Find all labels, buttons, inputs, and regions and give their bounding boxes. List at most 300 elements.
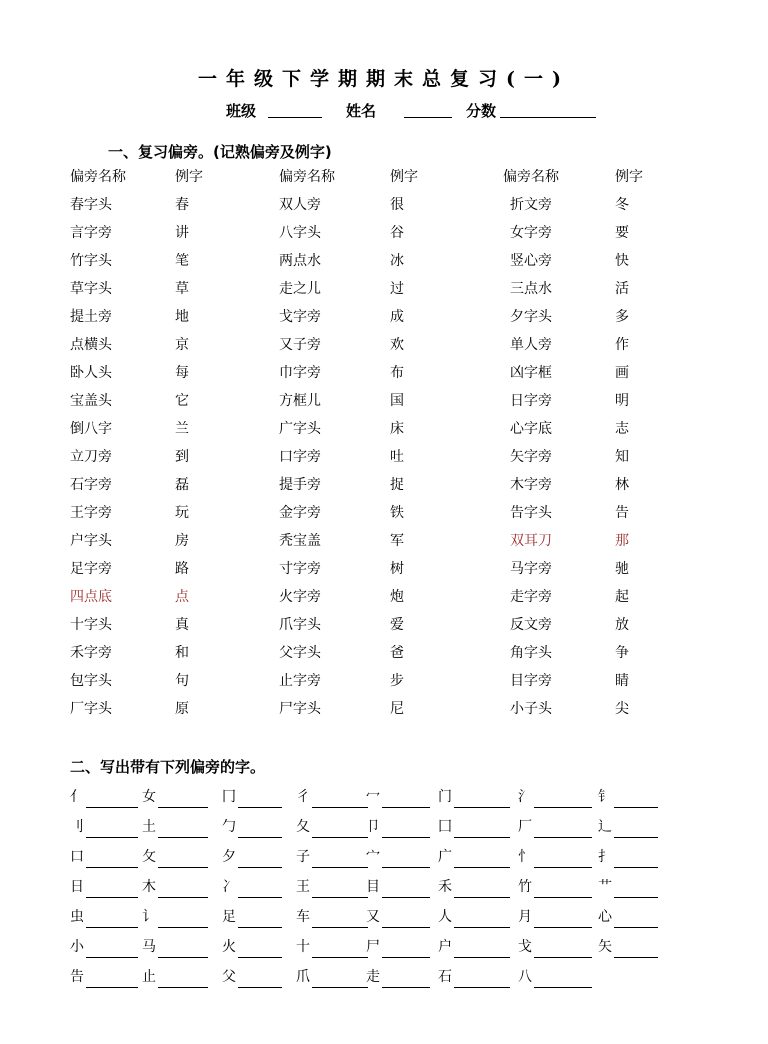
radical-char: 心 — [598, 909, 612, 925]
example-char: 树 — [390, 561, 404, 577]
name-label: 姓名 — [346, 102, 377, 120]
radical-name: 折文旁 — [510, 197, 552, 213]
radical-name: 广字头 — [279, 421, 321, 437]
example-char: 尼 — [390, 701, 404, 717]
radical-name: 反文旁 — [510, 617, 552, 633]
answer-blank[interactable] — [454, 943, 510, 958]
exercise-item — [142, 876, 208, 898]
radical-name: 尸字头 — [279, 701, 321, 717]
radical-name: 走之儿 — [279, 281, 321, 297]
answer-blank[interactable] — [86, 913, 138, 928]
exercise-item — [518, 846, 592, 868]
radical-name: 言字旁 — [70, 225, 112, 241]
table-row — [0, 306, 768, 334]
radical-char: 戈 — [518, 939, 532, 955]
radical-name: 又子旁 — [279, 337, 321, 353]
example-char: 欢 — [390, 337, 404, 353]
radical-name: 卧人头 — [70, 365, 112, 381]
radical-name: 戈字旁 — [279, 309, 321, 325]
radical-name: 竖心旁 — [510, 253, 552, 269]
answer-blank[interactable] — [312, 943, 368, 958]
example-char: 活 — [615, 281, 629, 297]
exercise-item — [222, 966, 282, 988]
exercise-item — [296, 786, 368, 808]
answer-blank[interactable] — [534, 883, 592, 898]
answer-blank[interactable] — [238, 823, 282, 838]
example-char: 起 — [615, 589, 629, 605]
radical-char: 囗 — [438, 819, 452, 835]
exercise-row — [0, 906, 768, 936]
example-char: 床 — [390, 421, 404, 437]
exercise-item — [222, 906, 282, 928]
answer-blank[interactable] — [614, 913, 658, 928]
answer-blank[interactable] — [238, 883, 282, 898]
exercise-row — [0, 876, 768, 906]
name-blank[interactable] — [404, 117, 452, 118]
example-char: 驰 — [615, 561, 629, 577]
table-row — [0, 222, 768, 250]
radical-char: 冂 — [222, 789, 236, 805]
exercise-item — [598, 936, 658, 958]
radical-char: 石 — [438, 969, 452, 985]
radical-char: 彳 — [296, 789, 310, 805]
radical-name: 马字旁 — [510, 561, 552, 577]
answer-blank[interactable] — [158, 943, 208, 958]
answer-blank[interactable] — [382, 883, 430, 898]
radical-name: 角字头 — [510, 645, 552, 661]
table-row — [0, 558, 768, 586]
exercise-item — [366, 846, 430, 868]
exercise-item — [70, 786, 138, 808]
exercise-item — [142, 966, 208, 988]
example-char: 睛 — [615, 673, 629, 689]
radical-char: 艹 — [598, 879, 612, 895]
student-info-line — [0, 100, 768, 122]
radical-name: 矢字旁 — [510, 449, 552, 465]
radical-char: 冫 — [222, 879, 236, 895]
table-row — [0, 586, 768, 614]
radical-name: 寸字旁 — [279, 561, 321, 577]
example-char: 每 — [175, 365, 189, 381]
table-row — [0, 390, 768, 418]
example-char: 和 — [175, 645, 189, 661]
answer-blank[interactable] — [158, 883, 208, 898]
answer-blank[interactable] — [312, 883, 368, 898]
example-char: 点 — [175, 589, 189, 605]
answer-blank[interactable] — [614, 883, 658, 898]
example-char: 知 — [615, 449, 629, 465]
example-char: 明 — [615, 393, 629, 409]
answer-blank[interactable] — [158, 973, 208, 988]
example-char: 争 — [615, 645, 629, 661]
answer-blank[interactable] — [312, 853, 368, 868]
example-char: 玩 — [175, 505, 189, 521]
example-char: 林 — [615, 477, 629, 493]
answer-blank[interactable] — [312, 913, 368, 928]
radical-char: 门 — [438, 789, 452, 805]
table-row — [0, 362, 768, 390]
exercise-item — [598, 816, 658, 838]
page-title: 一年级下学期期末总复习(一) — [198, 68, 570, 90]
answer-blank[interactable] — [312, 823, 368, 838]
exercise-item — [518, 816, 592, 838]
answer-blank[interactable] — [382, 913, 430, 928]
exercise-item — [70, 846, 138, 868]
radical-name: 两点水 — [279, 253, 321, 269]
answer-blank[interactable] — [86, 883, 138, 898]
example-char: 成 — [390, 309, 404, 325]
answer-blank[interactable] — [614, 793, 658, 808]
radical-char: 王 — [296, 879, 310, 895]
table-row — [0, 502, 768, 530]
radical-char: 勹 — [222, 819, 236, 835]
exercise-row — [0, 816, 768, 846]
radical-name: 日字旁 — [510, 393, 552, 409]
example-char: 吐 — [390, 449, 404, 465]
radical-char: 父 — [222, 969, 236, 985]
radical-name: 金字旁 — [279, 505, 321, 521]
exercise-item — [142, 816, 208, 838]
example-char: 那 — [615, 533, 629, 549]
example-char: 铁 — [390, 505, 404, 521]
exercise-item — [366, 876, 430, 898]
exercise-row — [0, 786, 768, 816]
example-char: 路 — [175, 561, 189, 577]
radical-name: 四点底 — [70, 589, 112, 605]
radical-name: 夕字头 — [510, 309, 552, 325]
example-char: 房 — [175, 533, 189, 549]
example-char: 真 — [175, 617, 189, 633]
radical-name: 双耳刀 — [510, 533, 552, 549]
example-char: 过 — [390, 281, 404, 297]
exercise-item — [438, 966, 510, 988]
radical-char: 刂 — [70, 819, 84, 835]
col-header-example: 例字 — [390, 169, 418, 185]
example-char: 春 — [175, 197, 189, 213]
radical-name: 倒八字 — [70, 421, 112, 437]
col-header-name: 偏旁名称 — [279, 169, 335, 185]
example-char: 爱 — [390, 617, 404, 633]
radical-name: 爪字头 — [279, 617, 321, 633]
answer-blank[interactable] — [86, 853, 138, 868]
table-row — [0, 614, 768, 642]
exercise-item — [366, 816, 430, 838]
table-row — [0, 250, 768, 278]
example-char: 快 — [615, 253, 629, 269]
answer-blank[interactable] — [454, 913, 510, 928]
answer-blank[interactable] — [534, 793, 592, 808]
exercise-item — [438, 906, 510, 928]
exercise-item — [366, 966, 430, 988]
answer-blank[interactable] — [158, 913, 208, 928]
col-header-name: 偏旁名称 — [70, 169, 126, 185]
exercise-item — [296, 966, 368, 988]
exercise-item — [438, 786, 510, 808]
radical-char: 扌 — [598, 849, 612, 865]
exercise-item — [598, 876, 658, 898]
radical-name: 告字头 — [510, 505, 552, 521]
radical-char: 竹 — [518, 879, 532, 895]
answer-blank[interactable] — [312, 973, 368, 988]
answer-blank[interactable] — [534, 913, 592, 928]
exercise-item — [70, 906, 138, 928]
radical-char: 告 — [70, 969, 84, 985]
radical-name: 三点水 — [510, 281, 552, 297]
radical-char: 日 — [70, 879, 84, 895]
radical-char: 禾 — [438, 879, 452, 895]
radical-name: 石字旁 — [70, 477, 112, 493]
radical-char: 讠 — [142, 909, 156, 925]
table-row — [0, 446, 768, 474]
radical-name: 火字旁 — [279, 589, 321, 605]
radical-name: 厂字头 — [70, 701, 112, 717]
example-char: 作 — [615, 337, 629, 353]
exercise-item — [438, 816, 510, 838]
exercise-row — [0, 966, 768, 996]
answer-blank[interactable] — [614, 943, 658, 958]
radical-name: 王字旁 — [70, 505, 112, 521]
example-char: 它 — [175, 393, 189, 409]
example-char: 到 — [175, 449, 189, 465]
table-row — [0, 642, 768, 670]
score-label: 分数 — [466, 102, 497, 120]
radical-name: 草字头 — [70, 281, 112, 297]
radical-table — [0, 166, 768, 726]
radical-char: 宀 — [366, 849, 380, 865]
exercise-item — [222, 786, 282, 808]
radical-name: 秃宝盖 — [279, 533, 321, 549]
radical-name: 单人旁 — [510, 337, 552, 353]
exercise-row — [0, 846, 768, 876]
example-char: 兰 — [175, 421, 189, 437]
example-char: 草 — [175, 281, 189, 297]
answer-blank[interactable] — [614, 853, 658, 868]
exercise-item — [70, 876, 138, 898]
class-label: 班级 — [226, 102, 257, 120]
exercise-item — [598, 846, 658, 868]
radical-char: 土 — [142, 819, 156, 835]
exercise-item — [598, 786, 658, 808]
answer-blank[interactable] — [158, 853, 208, 868]
radical-char: 月 — [518, 909, 532, 925]
radical-char: 人 — [438, 909, 452, 925]
radical-name: 口字旁 — [279, 449, 321, 465]
exercise-item — [518, 876, 592, 898]
radical-name: 止字旁 — [279, 673, 321, 689]
radical-name: 心字底 — [510, 421, 552, 437]
example-char: 布 — [390, 365, 404, 381]
radical-rows — [0, 194, 768, 726]
answer-blank[interactable] — [454, 973, 510, 988]
answer-blank[interactable] — [454, 823, 510, 838]
answer-blank[interactable] — [238, 973, 282, 988]
example-char: 捉 — [390, 477, 404, 493]
exercise-item — [142, 906, 208, 928]
score-blank[interactable] — [500, 117, 596, 118]
answer-blank[interactable] — [86, 973, 138, 988]
answer-blank[interactable] — [238, 793, 282, 808]
answer-blank[interactable] — [382, 823, 430, 838]
radical-name: 小子头 — [510, 701, 552, 717]
example-char: 很 — [390, 197, 404, 213]
example-char: 多 — [615, 309, 629, 325]
exercise-grid — [0, 786, 768, 996]
exercise-item — [518, 906, 592, 928]
radical-char: 虫 — [70, 909, 84, 925]
example-char: 放 — [615, 617, 629, 633]
exercise-item — [222, 846, 282, 868]
radical-char: 夂 — [296, 819, 310, 835]
radical-char: 火 — [222, 939, 236, 955]
answer-blank[interactable] — [454, 853, 510, 868]
radical-name: 目字旁 — [510, 673, 552, 689]
answer-blank[interactable] — [454, 793, 510, 808]
exercise-item — [70, 966, 138, 988]
radical-name: 十字头 — [70, 617, 112, 633]
radical-char: 夕 — [222, 849, 236, 865]
example-char: 京 — [175, 337, 189, 353]
radical-char: 走 — [366, 969, 380, 985]
example-char: 冬 — [615, 197, 629, 213]
col-header-example: 例字 — [175, 169, 203, 185]
radical-name: 八字头 — [279, 225, 321, 241]
radical-name: 父字头 — [279, 645, 321, 661]
radical-char: 止 — [142, 969, 156, 985]
radical-name: 走字旁 — [510, 589, 552, 605]
answer-blank[interactable] — [158, 823, 208, 838]
example-char: 谷 — [390, 225, 404, 241]
radical-char: 又 — [366, 909, 380, 925]
exercise-item — [222, 876, 282, 898]
exercise-item — [222, 816, 282, 838]
answer-blank[interactable] — [238, 913, 282, 928]
example-char: 爸 — [390, 645, 404, 661]
answer-blank[interactable] — [86, 943, 138, 958]
exercise-item — [142, 846, 208, 868]
example-char: 磊 — [175, 477, 189, 493]
exercise-item — [70, 816, 138, 838]
answer-blank[interactable] — [86, 793, 138, 808]
answer-blank[interactable] — [158, 793, 208, 808]
answer-blank[interactable] — [86, 823, 138, 838]
radical-char: 十 — [296, 939, 310, 955]
example-char: 尖 — [615, 701, 629, 717]
radical-name: 双人旁 — [279, 197, 321, 213]
radical-name: 包字头 — [70, 673, 112, 689]
example-char: 要 — [615, 225, 629, 241]
table-row — [0, 418, 768, 446]
answer-blank[interactable] — [534, 973, 592, 988]
radical-char: 足 — [222, 909, 236, 925]
col-header-name: 偏旁名称 — [503, 169, 559, 185]
radical-name: 宝盖头 — [70, 393, 112, 409]
exercise-item — [366, 786, 430, 808]
exercise-item — [142, 786, 208, 808]
answer-blank[interactable] — [238, 943, 282, 958]
radical-char: 钅 — [598, 789, 612, 805]
radical-char: 子 — [296, 849, 310, 865]
table-row — [0, 194, 768, 222]
answer-blank[interactable] — [382, 853, 430, 868]
radical-name: 巾字旁 — [279, 365, 321, 381]
example-char: 讲 — [175, 225, 189, 241]
radical-char: 户 — [438, 939, 452, 955]
example-char: 笔 — [175, 253, 189, 269]
section2-heading: 二、写出带有下列偏旁的字。 — [70, 758, 266, 776]
table-header-row — [0, 166, 768, 194]
answer-blank[interactable] — [614, 823, 658, 838]
radical-char: 木 — [142, 879, 156, 895]
radical-name: 木字旁 — [510, 477, 552, 493]
radical-name: 提手旁 — [279, 477, 321, 493]
radical-char: 尸 — [366, 939, 380, 955]
radical-char: 氵 — [518, 789, 532, 805]
radical-char: 忄 — [518, 849, 532, 865]
radical-name: 凶字框 — [510, 365, 552, 381]
exercise-item — [438, 876, 510, 898]
col-header-example: 例字 — [615, 169, 643, 185]
table-row — [0, 474, 768, 502]
radical-char: 小 — [70, 939, 84, 955]
example-char: 步 — [390, 673, 404, 689]
example-char: 原 — [175, 701, 189, 717]
answer-blank[interactable] — [382, 943, 430, 958]
example-char: 告 — [615, 505, 629, 521]
answer-blank[interactable] — [534, 823, 592, 838]
answer-blank[interactable] — [534, 853, 592, 868]
exercise-item — [438, 936, 510, 958]
answer-blank[interactable] — [534, 943, 592, 958]
radical-char: 辶 — [598, 819, 612, 835]
example-char: 军 — [390, 533, 404, 549]
exercise-item — [518, 936, 592, 958]
exercise-item — [518, 786, 592, 808]
radical-char: 马 — [142, 939, 156, 955]
example-char: 句 — [175, 673, 189, 689]
radical-name: 提土旁 — [70, 309, 112, 325]
radical-name: 竹字头 — [70, 253, 112, 269]
radical-name: 户字头 — [70, 533, 112, 549]
radical-name: 立刀旁 — [70, 449, 112, 465]
example-char: 地 — [175, 309, 189, 325]
radical-char: 女 — [142, 789, 156, 805]
radical-char: 冖 — [366, 789, 380, 805]
answer-blank[interactable] — [382, 973, 430, 988]
exercise-item — [296, 876, 368, 898]
exercise-item — [438, 846, 510, 868]
radical-char: 矢 — [598, 939, 612, 955]
exercise-item — [222, 936, 282, 958]
class-blank[interactable] — [268, 117, 322, 118]
exercise-item — [296, 816, 368, 838]
exercise-item — [296, 906, 368, 928]
radical-name: 点横头 — [70, 337, 112, 353]
answer-blank[interactable] — [238, 853, 282, 868]
radical-char: 厂 — [518, 819, 532, 835]
answer-blank[interactable] — [382, 793, 430, 808]
table-row — [0, 278, 768, 306]
radical-name: 方框儿 — [279, 393, 321, 409]
table-row — [0, 670, 768, 698]
exercise-item — [142, 936, 208, 958]
radical-char: 爪 — [296, 969, 310, 985]
answer-blank[interactable] — [454, 883, 510, 898]
exercise-item — [296, 936, 368, 958]
radical-char: 口 — [70, 849, 84, 865]
answer-blank[interactable] — [312, 793, 368, 808]
exercise-item — [296, 846, 368, 868]
radical-char: 广 — [438, 849, 452, 865]
